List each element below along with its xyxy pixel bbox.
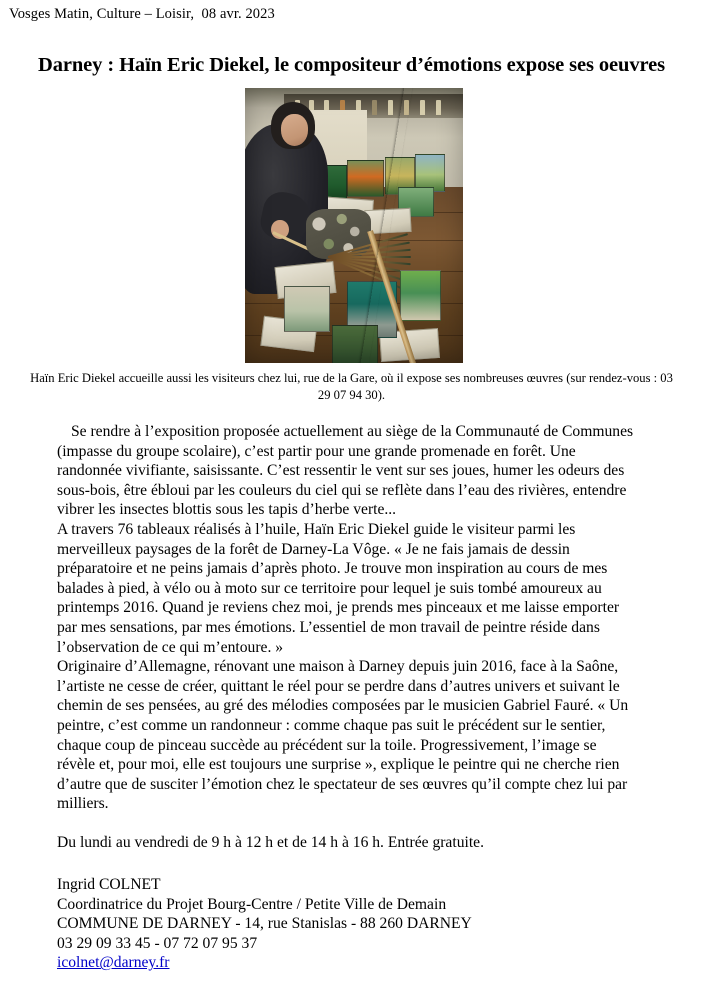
photo-caption — [30, 370, 673, 403]
signature-phones: 03 29 09 33 45 - 07 72 07 95 37 — [57, 934, 258, 952]
photo-caption-line-2: (sur rendez-vous : 03 29 07 94 30). — [317, 371, 673, 402]
source-publication-line: Vosges Matin, Culture – Loisir, 08 avr. 2023 — [9, 6, 275, 22]
article-headline: Darney : Haïn Eric Diekel, le compositeur d’émotions expose ses oeuvres — [38, 53, 665, 76]
article-photo — [245, 88, 463, 363]
signature-address: COMMUNE DE DARNEY - 14, rue Stanislas - 88 260 DARNEY — [57, 915, 472, 933]
article-paragraph-3: Originaire d’Allemagne, rénovant une maison à Darney depuis juin 2016, face à la Saône, l’artiste ne cesse de créer, quittant le réel pour se perdre dans d’autres univers et suivant le chemin de ses pensées, au gré des mélodies composées par le musicien Gabriel Fauré. « Un peintre, c’est comme un randonneur : comme chaque pas suit le précédent sur le sentier, chaque coup de pinceau succède au précédent sur la toile. Progressivement, l’image se révèle et, pour moi, elle est toujours une surprise », explique le peintre qui ne cherche rien d’autre que de susciter l’émotion chez le spectateur de ses œuvres qu’il compte chez lui par milliers. — [57, 658, 629, 813]
photo-painting — [400, 270, 441, 322]
signature-name: Ingrid COLNET — [57, 876, 161, 893]
article-opening-hours: Du lundi au vendredi de 9 h à 12 h et de 14 h à 16 h. Entrée gratuite. — [57, 834, 484, 852]
paragraph-spacer — [57, 814, 637, 834]
signature-role: Coordinatrice du Projet Bourg-Centre / Petite Ville de Demain — [57, 895, 447, 913]
photo-painting — [284, 286, 330, 332]
article-body — [57, 422, 637, 853]
photo-studio-scene — [245, 88, 463, 363]
signature-block — [57, 875, 637, 973]
photo-painting — [347, 160, 384, 198]
article-paragraph-2: A travers 76 tableaux réalisés à l’huile, Haïn Eric Diekel guide le visiteur parmi les merveilleux paysages de la forêt de Darney-La Vôge. « Je ne fais jamais de dessin préparatoire et ne peins jamais d’après photo. Je trouve mon inspiration au cours de mes balades à pied, à vélo ou à moto sur ce territoire pour lequel je suis tombé amoureux au printemps 2016. Quand je reviens chez moi, je prends mes pinceaux et me laisse emporter par mes sensations, par mes émotions. L’essentiel de mon travail de peintre réside dans l’observation de ce qui m’entoure. » — [57, 520, 620, 656]
signature-email-link[interactable]: icolnet@darney.fr — [57, 954, 170, 972]
photo-artist-face — [281, 114, 308, 146]
photo-caption-line-1: Haïn Eric Diekel accueille aussi les visiteurs chez lui, rue de la Gare, où il expose ses nombreuses œuvres — [30, 371, 564, 385]
article-paragraph-1: Se rendre à l’exposition proposée actuellement au siège de la Communauté de Communes (impasse du groupe scolaire), c’est partir pour une grande promenade en forêt. Une randonnée vivifiante, saisissante. C’est ressentir le vent sur ses joues, humer les odeurs des sous-bois, être ébloui par les couleurs du ciel qui se reflète dans l’eau des rivières, entendre vibrer les insectes blottis sous les tapis d’herbe verte... — [57, 423, 634, 519]
